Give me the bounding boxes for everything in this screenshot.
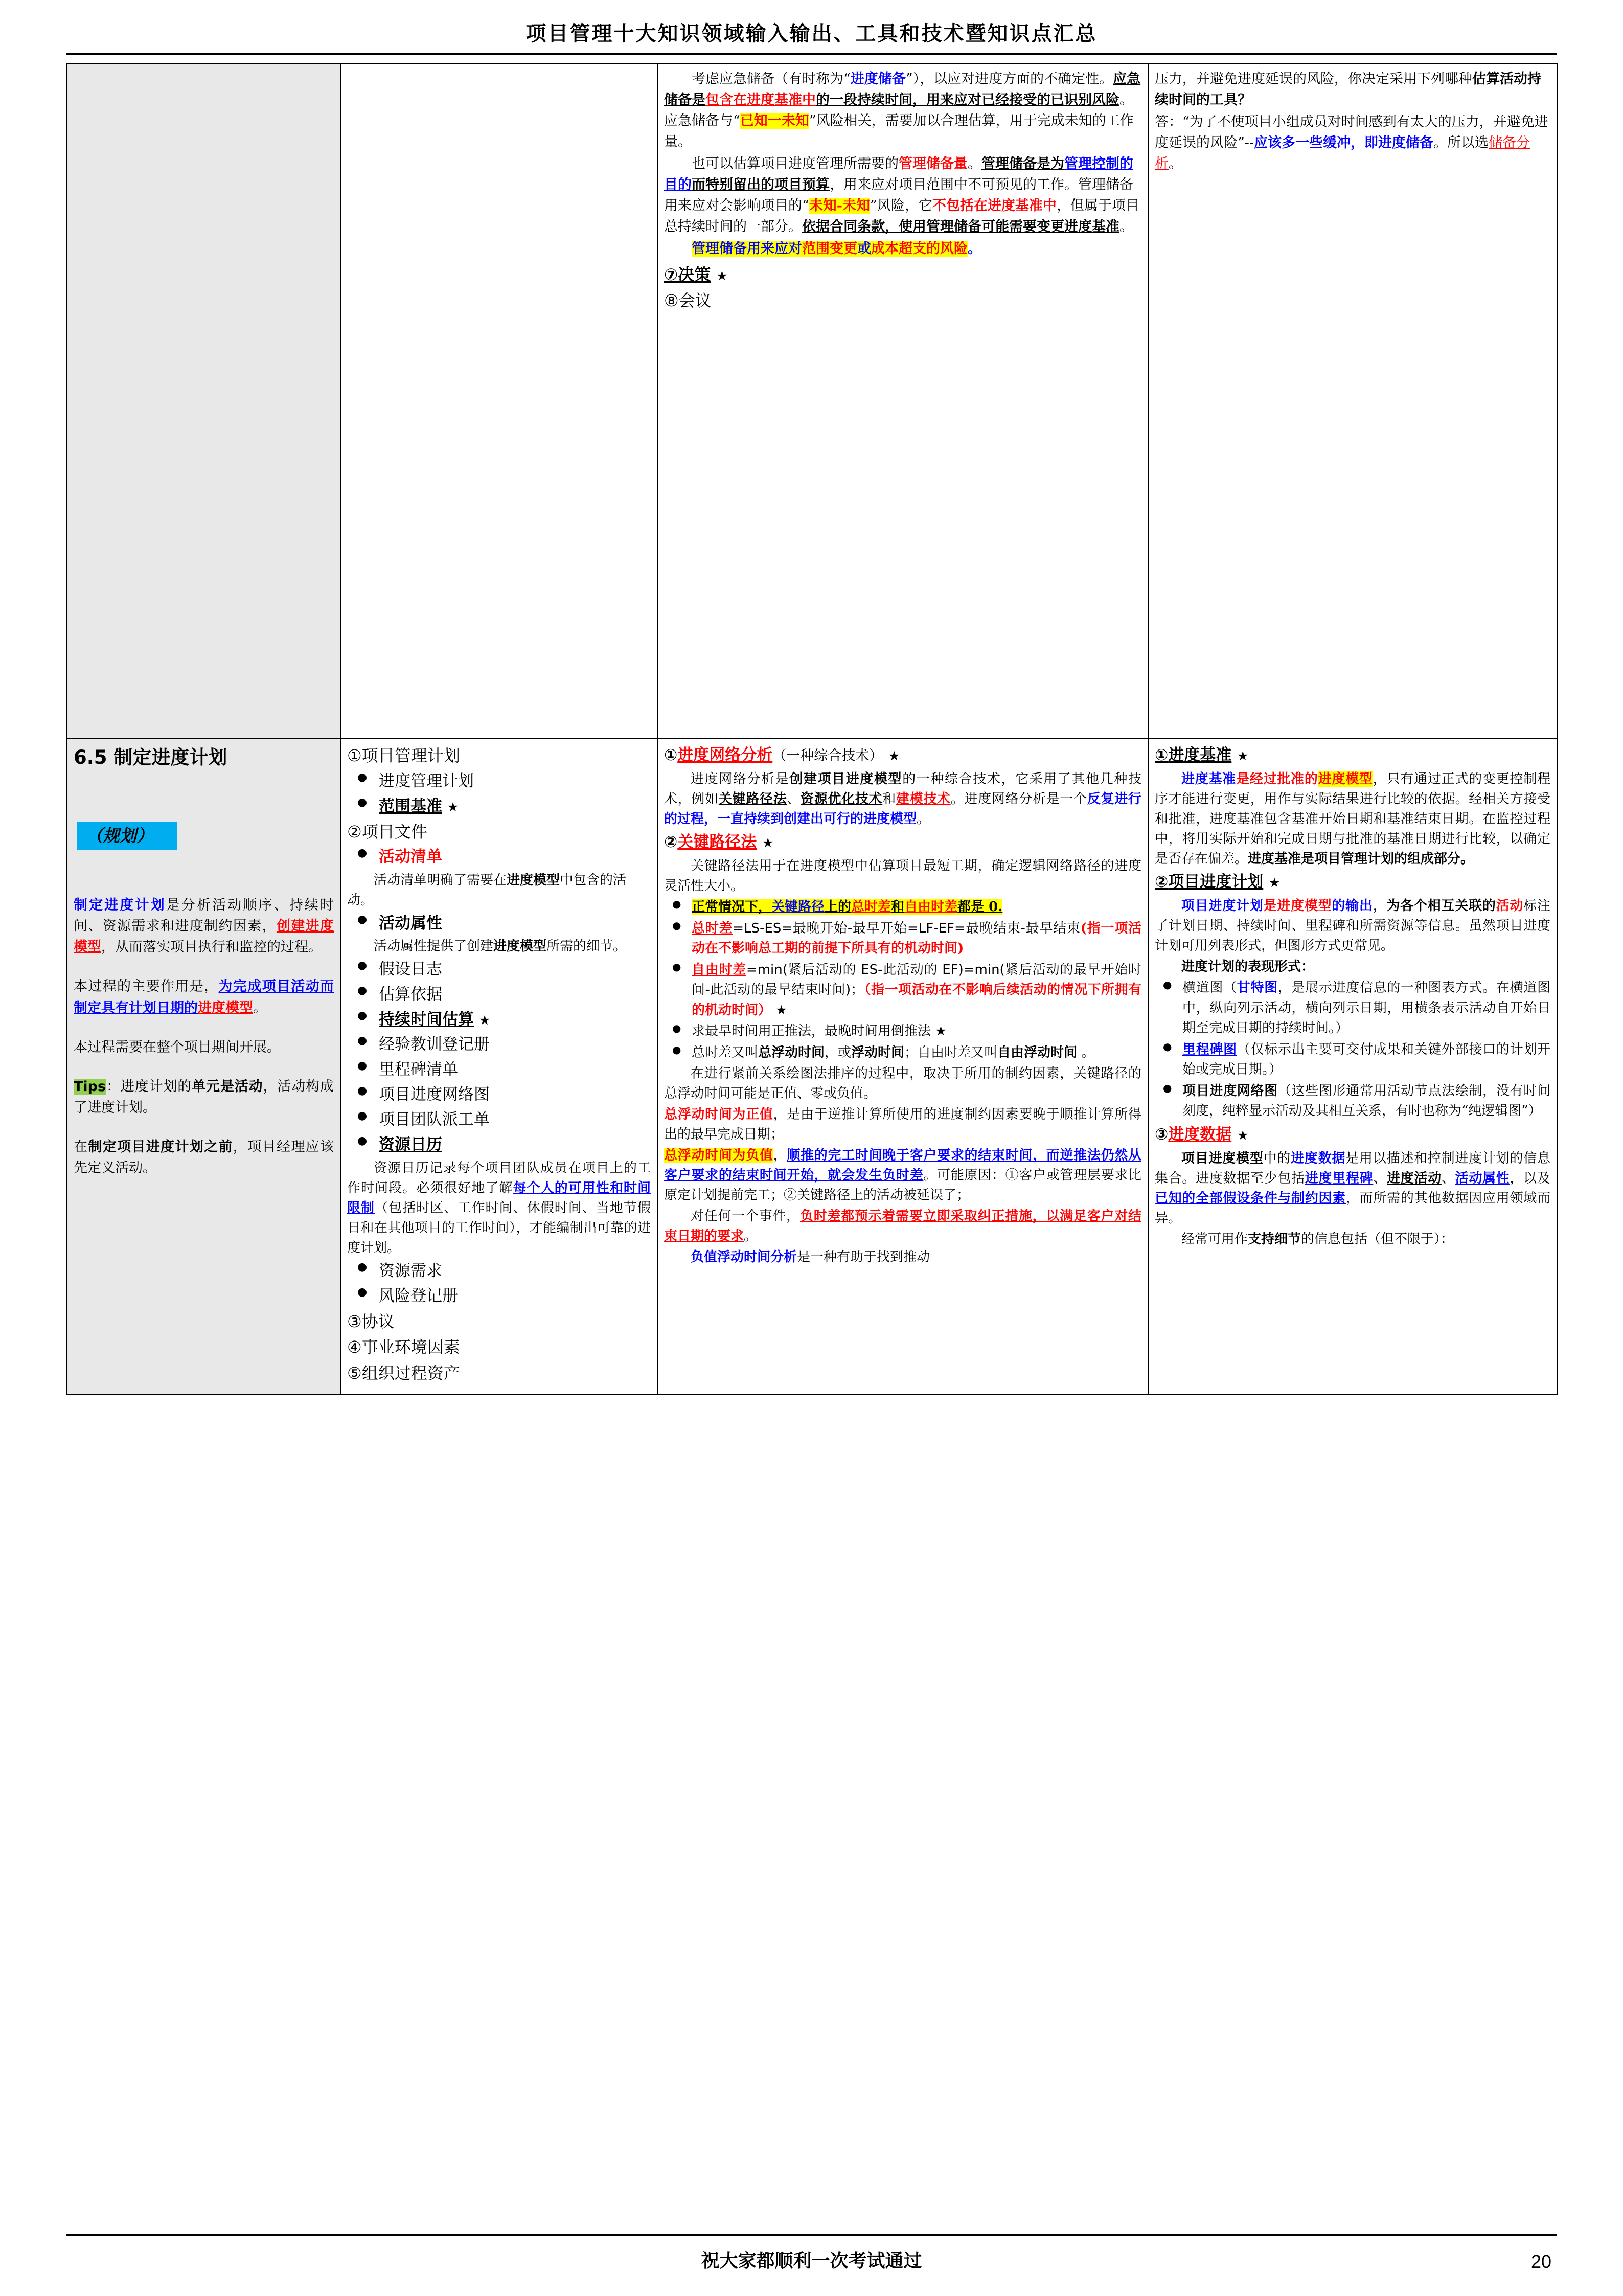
star-icon: ★	[1237, 748, 1249, 763]
page-number: 20	[1530, 2251, 1551, 2272]
tool-1-label: 进度网络分析	[677, 746, 773, 764]
b1-critical-path: 关键路径	[771, 899, 825, 915]
sd-text-6: ，而所需的其他数据因应用领域而异。	[1155, 1190, 1550, 1226]
b1-text-1: 正常情况下，	[692, 899, 772, 915]
b5-text-2: ，或	[825, 1044, 852, 1060]
input-label: 经验教训登记册	[379, 1035, 490, 1054]
pos-float-term: 总浮动时间为正值	[664, 1107, 773, 1123]
t1-create-model: 创建项目进度模型	[789, 771, 903, 787]
mr-text-3: 管理储备是为	[981, 156, 1064, 172]
neg-float-causes: 。可能原因：①客户或管理层要求比原定计划提前完工；②关键路径上的活动被延误了；	[664, 1168, 1141, 1203]
ald-schedule-model: 进度模型	[507, 872, 560, 888]
a-text-3: 。	[1169, 156, 1182, 172]
q-estimate-duration: 估算活动持续时间	[1155, 71, 1541, 108]
cpm-bullet-free-float	[664, 960, 1141, 1021]
input-label: 进度管理计划	[379, 771, 474, 790]
tool-1-note: （一种综合技术）	[772, 748, 883, 764]
tool-1-paragraph	[664, 769, 1141, 829]
mr-not-in-baseline: 不包括在进度基准中	[932, 198, 1057, 214]
supporting-detail-paragraph	[1155, 1230, 1550, 1249]
cr-text-3: 应急储备是	[664, 71, 1141, 108]
cr-text-1: 考虑应急储备（有时称为“	[692, 71, 851, 87]
b3-formula: =min(紧后活动的 ES-此活动的 EF)=min(紧后活动的最早开始时间-此活动的最早结束时间)；	[692, 962, 1141, 998]
prerequisite-paragraph	[74, 1136, 334, 1178]
cr-text-6: ”风险相关，需要加以合理估算，用于完成未知的工作量。	[664, 113, 1134, 150]
benefit-text-1: 本过程的主要作用是，	[74, 979, 219, 995]
input-label: 资源需求	[379, 1261, 442, 1280]
negative-float-paragraph	[664, 1146, 1141, 1206]
pre-before-scheduling: 制定项目进度计划之前	[88, 1139, 233, 1155]
footer-blessing: 祝大家都顺利一次考试通过	[701, 2250, 922, 2271]
sd-text-5: ，以及	[1510, 1170, 1550, 1186]
exam-question-paragraph	[1155, 69, 1550, 110]
ald-text-1: 活动清单明确了需要在	[374, 872, 507, 888]
cr-known-unknown: 已知一未知	[740, 113, 809, 129]
rcd-availability: 每个人的可用性和时间限制	[347, 1180, 651, 1216]
b1-text-2: 上的	[825, 899, 852, 915]
ps-term: 项目进度计划	[1181, 898, 1264, 914]
mrs-text-1: 管理储备用来应对	[692, 241, 802, 257]
rcd-text-1: 资源日历记录每个项目团队成员在项目上的工作时间段。必须很好地了解	[347, 1160, 651, 1196]
input-label: 里程碑清单	[379, 1060, 458, 1079]
tool-2-heading	[664, 830, 1141, 854]
cpm-bullet-float-aliases	[664, 1043, 1141, 1063]
input-group-2-list-b	[347, 912, 651, 936]
sd-text-3: 、	[1373, 1170, 1387, 1186]
corr-text-1: 对任何一个事件，	[691, 1209, 800, 1224]
mrs-cost-overrun: 成本超支的风险	[871, 241, 968, 257]
form3-network: 项目进度网络图	[1182, 1083, 1278, 1099]
b5-float-alias: 浮动时间	[851, 1044, 905, 1060]
project-schedule-paragraph	[1155, 896, 1550, 956]
rcd-text-2: （包括时区、工作时间、休假时间、当地节假日和在其他项目的工作时间），才能编制出可靠的进度计划。	[347, 1200, 651, 1256]
ps-schedule-model: 进度模型	[1277, 898, 1332, 914]
cell-process-name-continued	[67, 64, 340, 739]
schedule-baseline-paragraph	[1155, 769, 1550, 869]
benefit-underlined: 为完成项目活动而制定具有计划日期的	[74, 979, 334, 1016]
spacer	[74, 1059, 334, 1076]
output-2-number: ②	[1155, 873, 1169, 892]
output-3-heading	[1155, 1123, 1550, 1147]
resource-calendar-desc	[347, 1158, 651, 1258]
nfa-term: 负值浮动时间分析	[691, 1249, 797, 1265]
mr-amount-term: 管理储备量	[899, 156, 968, 172]
sb-text-1: ，只有通过正式的变更控制程序才能进行变更，用作与实际结果进行比较的依据。经相关方接受和批准，进度基准包含基准开始日期和基准结束日期。在监控过程中，将用实际开始和完成日期与批准的基准日期进行比较，以确定是否存在偏差。	[1155, 771, 1550, 867]
form2-milestone: 里程碑图	[1182, 1041, 1237, 1057]
cr-included-baseline: 包含在进度基准中	[705, 92, 816, 108]
tool-1-number: ①	[664, 746, 678, 764]
sd-model: 项目进度模型	[1181, 1150, 1264, 1166]
aad-schedule-model: 进度模型	[493, 938, 547, 954]
tips-text-2: ，活动构成了进度计划。	[74, 1078, 334, 1116]
aad-text-1: 活动属性提供了创建	[374, 938, 494, 954]
nfa-text: 是一种有助于找到推动	[797, 1249, 930, 1265]
negative-float-analysis-paragraph	[664, 1247, 1141, 1267]
input-group-1-title: ①项目管理计划	[347, 746, 460, 765]
table-row-continuation	[67, 64, 1557, 739]
a-text-2: 。所以选	[1433, 135, 1489, 151]
input-group-1-list	[347, 769, 651, 819]
output-1-number: ①	[1155, 746, 1169, 764]
mr-text-7: ，但属于项目总持续时间的一部分。	[664, 198, 1139, 235]
mr-text-5: ，用来应对项目范围中不可预见的工作。管理储备用来应对会影响项目的“	[664, 177, 1133, 214]
process-group-tag-wrap	[74, 777, 334, 895]
star-icon: ★	[775, 1002, 787, 1017]
sd-text-4: 、	[1441, 1170, 1455, 1186]
tool-2-number: ②	[664, 833, 678, 852]
neg-float-explain: 顺推的完工时间晚于客户要求的结束时间，而逆推法仍然从客户要求的结束时间开始，就会发生负时差	[664, 1148, 1141, 1184]
benefit-text-2: 。	[253, 999, 267, 1016]
tool-1-heading	[664, 743, 1141, 767]
cpm-bullet-total-float	[664, 919, 1141, 959]
page-title: 项目管理十大知识领域输入输出、工具和技术暨知识点汇总	[525, 21, 1098, 46]
pre-text-1: 在	[74, 1139, 88, 1155]
input-label: 项目进度网络图	[379, 1085, 490, 1104]
def-term: 制定进度计划	[74, 897, 166, 914]
sup-detail-term: 支持细节	[1248, 1231, 1301, 1247]
ps-text-4: 标注了计划日期、持续时间、里程碑和所需资源等信息。虽然项目进度计划可用列表形式，但图形方式更常见。	[1155, 898, 1550, 954]
contingency-reserve-paragraph	[664, 69, 1141, 152]
t1-text-4: 和	[882, 791, 896, 807]
output-3-number: ③	[1155, 1125, 1169, 1144]
form3-text: （这些图形通常用活动节点法绘制，没有时间刻度，纯粹显示活动及其相互关系，有时也称为“纯逻辑图”）	[1182, 1083, 1550, 1119]
output-1-label: 进度基准	[1168, 746, 1232, 764]
sd-text-1: 中的	[1263, 1150, 1291, 1166]
management-reserve-paragraph	[664, 153, 1141, 237]
activity-list-desc	[347, 871, 651, 911]
b5-total-float-alias: 总浮动时间	[758, 1044, 825, 1060]
pre-text-2: ，项目经理应该先定义活动。	[74, 1139, 334, 1176]
list-item	[347, 1284, 651, 1308]
activity-attr-desc	[347, 937, 651, 957]
table-row-6-5	[67, 739, 1557, 1395]
list-item	[347, 912, 651, 936]
mr-text-6: ”风险，它	[870, 198, 932, 214]
t1-text-6: 。	[917, 811, 930, 827]
tool-8-label: ⑧会议	[664, 290, 712, 310]
t1-resource-opt: 资源优化技术	[801, 791, 883, 807]
ps-text-1: 是	[1263, 898, 1277, 914]
output-1-heading	[1155, 743, 1550, 767]
tool-2-label: 关键路径法	[677, 833, 757, 852]
input-label: 活动清单	[379, 848, 442, 867]
mrs-text-3: 。	[968, 241, 981, 257]
schedule-data-paragraph	[1155, 1149, 1550, 1229]
form1-text-2: ，是展示进度信息的一种图表方式。在横道图中，纵向列示活动，横向列示日期，用横条表示活动自开始日期至完成日期的持续时间。）	[1182, 980, 1550, 1036]
list-item	[347, 983, 651, 1007]
cell-inputs-continued	[340, 64, 657, 739]
b3-free-float-term: 自由时差	[692, 962, 746, 977]
input-label: 风险登记册	[379, 1286, 458, 1305]
cr-text-4: 的一段持续时间，用来应对已经接受的已识别风险	[816, 92, 1119, 108]
def-text-1: 是分析活动顺序、持续时间、资源需求和进度制约因素，	[74, 897, 334, 935]
mr-text-2: 。	[968, 156, 981, 172]
spacer	[74, 1119, 334, 1136]
sup-text-1: 经常可用作	[1181, 1231, 1248, 1247]
corrective-action-paragraph	[664, 1207, 1141, 1246]
tool-2-paragraph: 关键路径法用于在进度模型中估算项目最短工期，确定逻辑网络路径的进度灵活性大小。	[664, 858, 1141, 894]
input-group-2-list-c	[347, 958, 651, 1157]
tips-paragraph	[74, 1076, 334, 1118]
t1-cpm: 关键路径法	[718, 791, 787, 807]
tool-item-7-decision	[664, 262, 1141, 287]
exam-answer-paragraph	[1155, 111, 1550, 174]
input-group-2-title: ②项目文件	[347, 822, 427, 842]
list-item	[347, 1108, 651, 1132]
def-create-model: 创建进度模型	[74, 918, 334, 956]
ps-output-of: 的输出	[1332, 898, 1373, 914]
list-item	[347, 769, 651, 793]
b1-free-float: 自由时差	[904, 899, 958, 915]
benefit-schedule-model: 进度模型	[198, 999, 253, 1016]
output-2-label: 项目进度计划	[1168, 873, 1264, 892]
list-item	[347, 1058, 651, 1082]
schedule-forms-title: 进度计划的表现形式：	[1181, 959, 1315, 975]
t1-text-3: 、	[787, 791, 801, 807]
corr-text-2: 。	[744, 1229, 758, 1244]
input-label: 持续时间估算	[379, 1010, 474, 1029]
duration-paragraph: 本过程需要在整个项目期间开展。	[74, 1039, 281, 1055]
sd-activities: 进度活动	[1387, 1170, 1442, 1186]
q-text-2: 的工具？	[1196, 92, 1251, 108]
form2-text: （仅标示出主要可交付成果和关键外部接口的计划开始或完成日期。）	[1182, 1041, 1550, 1078]
management-reserve-scope-paragraph	[664, 238, 1141, 259]
b2-formula: =LS-ES=最晚开始-最早开始=LF-EF=最晚结束-最早结束	[733, 920, 1081, 936]
mr-control-purpose: 管理控制的目的	[664, 156, 1133, 193]
cell-process-name	[67, 739, 340, 1395]
input-group-4-title: ④事业环境因素	[347, 1337, 460, 1357]
pos-float-text: ，是由于逆推计算所使用的进度制约因素要晚于顺推计算所得出的最早完成日期；	[664, 1107, 1141, 1143]
cr-text-5: 。应急储备与“	[664, 92, 1133, 129]
t1-text-5: 。进度网络分析是一个	[950, 791, 1087, 807]
b5-text-1: 总时差又叫	[692, 1044, 759, 1060]
spacer	[74, 1019, 334, 1037]
b5-text-3: ；自由时差又叫	[904, 1044, 998, 1060]
star-icon: ★	[716, 268, 728, 284]
star-icon: ★	[447, 799, 459, 814]
corr-highlight: 负时差都预示着需要立即采取纠正措施，以满足客户对结束日期的要求	[664, 1209, 1141, 1244]
ps-text-3: 为各个相互关联的	[1386, 898, 1496, 914]
form1-gantt: 甘特图	[1237, 980, 1278, 996]
a-reserve-analysis: 储备分析	[1155, 135, 1530, 172]
sd-text-2: 是用以描述和控制进度计划的信息集合。进度数据至少包括	[1155, 1150, 1550, 1186]
star-icon: ★	[935, 1024, 947, 1039]
schedule-form-milestone-chart	[1155, 1040, 1550, 1080]
list-item	[347, 1033, 651, 1057]
cell-tools	[657, 739, 1148, 1395]
cr-schedule-reserve-term: 进度储备	[850, 71, 906, 87]
input-label: 项目团队派工单	[379, 1110, 490, 1129]
list-item	[347, 1133, 651, 1157]
sd-term: 进度数据	[1291, 1150, 1346, 1166]
input-label: 假设日志	[379, 960, 442, 979]
def-text-2: ，从而落实项目执行和监控的过程。	[101, 939, 322, 956]
star-icon: ★	[1237, 1127, 1249, 1143]
sb-schedule-model: 进度模型	[1318, 771, 1373, 787]
sd-milestones: 进度里程碑	[1305, 1170, 1374, 1186]
input-label: 范围基准	[379, 797, 442, 815]
t1-text-1: 进度网络分析是	[691, 771, 790, 787]
output-3-label: 进度数据	[1168, 1125, 1232, 1144]
neg-float-text-1: ，	[773, 1148, 787, 1164]
tips-unit-activity: 单元是活动	[192, 1078, 263, 1095]
b5-text-4: 。	[1077, 1044, 1095, 1060]
schedule-form-bar-chart	[1155, 978, 1550, 1039]
b1-text-3: 和	[891, 899, 905, 915]
cell-outputs-continued	[1148, 64, 1557, 739]
input-label: 估算依据	[379, 985, 442, 1004]
list-item	[347, 1008, 651, 1032]
mr-text-4: 而特别留出的项目预算	[692, 177, 830, 193]
input-group-3-title: ③协议	[347, 1311, 395, 1331]
cr-text-2: ”），以应对进度方面的不确定性。	[905, 71, 1113, 87]
list-item	[347, 958, 651, 982]
star-icon: ★	[1269, 875, 1281, 891]
definition-paragraph	[74, 895, 334, 958]
input-label: 资源日历	[379, 1135, 442, 1154]
cpm-bullet-forward-backward	[664, 1021, 1141, 1042]
positive-float-paragraph	[664, 1105, 1141, 1145]
b2-total-float-term: 总时差	[692, 920, 733, 936]
sb-term: 进度基准	[1181, 771, 1237, 787]
ald-text-2: 中包含的活动。	[347, 872, 627, 908]
mr-text-8: 。	[1119, 219, 1133, 235]
sb-approved: 是经过批准的	[1236, 771, 1318, 787]
section-heading: 6.5 制定进度计划	[74, 746, 227, 768]
list-item	[347, 1083, 651, 1107]
b4-text: 求最早时间用正推法，最晚时间用倒推法	[692, 1024, 931, 1039]
footer-divider	[66, 2234, 1557, 2236]
tool-7-label: ⑦决策	[664, 265, 711, 285]
header-divider	[66, 53, 1557, 55]
star-icon: ★	[888, 748, 900, 763]
input-group-2-list-d	[347, 1259, 651, 1308]
output-2-heading	[1155, 870, 1550, 894]
tool-item-8-meeting	[664, 288, 1141, 313]
b1-text-4: 都是 0.	[957, 899, 1003, 915]
sd-assumptions: 已知的全部假设条件与制约因素	[1155, 1190, 1346, 1206]
cell-inputs	[340, 739, 657, 1395]
star-icon: ★	[762, 835, 774, 851]
mr-contract-terms: 依据合同条款，使用管理储备可能需要变更进度基准	[802, 219, 1119, 235]
process-group-tag: （规划）	[77, 822, 177, 850]
star-icon: ★	[478, 1012, 491, 1028]
b2-note: (指一项活动在不影响总工期的前提下所具有的机动时间)	[692, 920, 1141, 957]
list-item	[347, 845, 651, 869]
mrs-text-2: 或	[857, 241, 871, 257]
sd-attributes: 活动属性	[1455, 1170, 1510, 1186]
input-group-2-list-a	[347, 845, 651, 869]
neg-float-term: 总浮动时间为负值	[664, 1148, 773, 1164]
mrs-scope-change: 范围变更	[802, 241, 857, 257]
t1-iterative: 反复进行的过程，一直持续到创建出可行的进度模型	[664, 791, 1141, 827]
t1-modeling: 建模技术	[896, 791, 951, 807]
spacer	[74, 959, 334, 976]
main-benefit-paragraph	[74, 976, 334, 1018]
schedule-form-network-diagram	[1155, 1081, 1550, 1122]
b3-note: （指一项活动在不影响后续活动的情况下所拥有的机动时间）	[692, 982, 1141, 1018]
a-buffer-reserve: 应该多一些缓冲，即进度储备	[1254, 135, 1434, 151]
pdm-float-paragraph: 在进行紧前关系绘图法排序的过程中，取决于所用的制约因素，关键路径的总浮动时间可能是正值、零或负值。	[664, 1066, 1141, 1102]
q-text-1: 压力，并避免进度延误的风险，你决定采用下列哪种	[1155, 71, 1472, 87]
list-item	[347, 794, 651, 819]
input-group-5-title: ⑤组织过程资产	[347, 1363, 460, 1383]
list-item	[347, 1259, 651, 1283]
a-text-1: 答：“为了不使项目小组成员对时间感到有太大的压力，并避免进度延误的风险”--	[1155, 114, 1548, 151]
ps-text-2: ，	[1373, 898, 1387, 914]
form1-text-1: 横道图（	[1182, 980, 1237, 996]
knowledge-table	[66, 63, 1558, 1395]
aad-text-2: 所需的细节。	[546, 938, 627, 954]
tips-badge: Tips	[74, 1078, 106, 1095]
cell-tools-continued	[657, 64, 1148, 739]
t1-text-2: 的一种综合技术，它采用了其他几种技术，例如	[664, 771, 1141, 807]
mr-text-1: 也可以估算项目进度管理所需要的	[692, 156, 899, 172]
mr-unknown-unknown: 未知-未知	[809, 198, 871, 214]
b1-total-float: 总时差	[851, 899, 891, 915]
cell-outputs	[1148, 739, 1557, 1395]
input-label: 活动属性	[379, 914, 442, 933]
tips-text-1: ：进度计划的	[106, 1078, 192, 1095]
b5-free-float-alias: 自由浮动时间	[997, 1044, 1078, 1060]
cpm-bullet-zero-float	[664, 897, 1141, 918]
sb-pm-plan-part: 进度基准是项目管理计划的组成部分。	[1248, 851, 1474, 867]
ps-activity: 活动	[1496, 898, 1524, 914]
sup-text-2: 的信息包括（但不限于）：	[1301, 1231, 1454, 1247]
